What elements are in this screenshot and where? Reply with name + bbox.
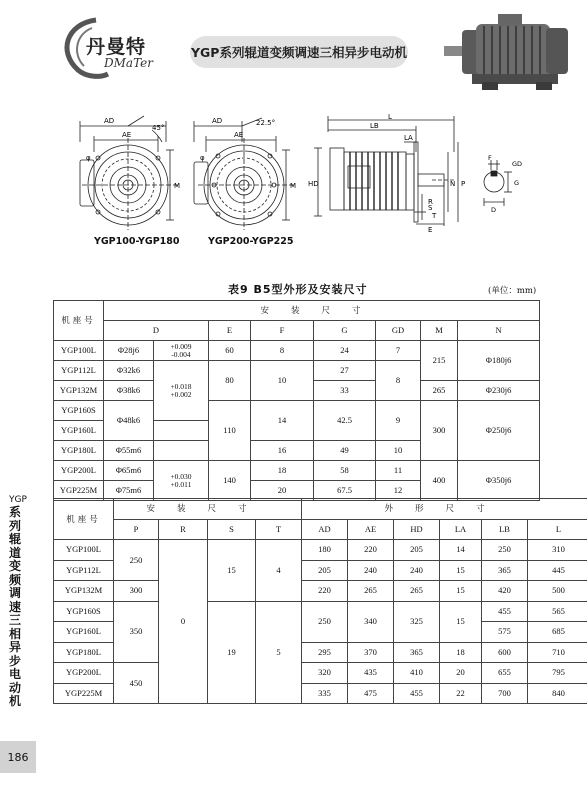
cell-l: 685: [528, 622, 587, 643]
cell-p: 450: [114, 663, 159, 704]
cell-l: 710: [528, 642, 587, 663]
cell-l: 565: [528, 601, 587, 622]
cell-la: 14: [440, 540, 482, 561]
cell-la: 22: [440, 683, 482, 704]
col-ad: AD: [302, 519, 348, 540]
cell-hd: 325: [394, 601, 440, 642]
table-title: 表9 B5型外形及安装尺寸: [228, 283, 368, 296]
cell-d-tol: +0.030 +0.011: [154, 461, 209, 501]
cell-s: 15: [208, 540, 256, 602]
cell-frame: YGP112L: [54, 361, 104, 381]
col-n: N: [458, 321, 540, 341]
cell-d: Φ38k6: [104, 381, 154, 401]
table-row: [54, 581, 587, 602]
cell-lb: 250: [482, 540, 528, 561]
cell-la: 15: [440, 560, 482, 581]
dim-ae: AE: [234, 131, 244, 139]
dim-r: R: [428, 198, 433, 206]
cell-f: 10: [251, 361, 314, 401]
dim-phi: φ: [86, 154, 91, 162]
cell-la: 18: [440, 642, 482, 663]
cell-p: 250: [114, 540, 159, 581]
cell-l: 500: [528, 581, 587, 602]
cell-la: 15: [440, 601, 482, 642]
dim-e: E: [428, 226, 433, 234]
dim-g: G: [514, 179, 520, 187]
caption-middle: YGP200-YGP225: [208, 236, 294, 247]
page-title: YGP系列辊道变频调速三相异步电动机: [190, 36, 408, 68]
table-row: [54, 601, 587, 622]
col-ae: AE: [348, 519, 394, 540]
install-dimensions-table: [53, 300, 540, 501]
cell-ad: 320: [302, 663, 348, 684]
table-row: [54, 401, 540, 421]
col-hd: HD: [394, 519, 440, 540]
cell-ad: 220: [302, 581, 348, 602]
cell-g: 42.5: [314, 401, 376, 441]
cell-m: 265: [421, 381, 458, 401]
header-install: 安装尺寸: [104, 301, 540, 321]
cell-f: 20: [251, 481, 314, 501]
cell-ae: 265: [348, 581, 394, 602]
cell-n: Φ180j6: [458, 341, 540, 381]
cell-e: 60: [209, 341, 251, 361]
dim-phi: φ: [200, 154, 205, 162]
dim-angle: 45°: [152, 124, 165, 132]
cell-frame: YGP100L: [54, 341, 104, 361]
cell-frame: YGP200L: [54, 461, 104, 481]
cell-frame: YGP132M: [54, 381, 104, 401]
cell-frame: YGP160S: [54, 601, 114, 622]
header-frame: 机座号: [54, 499, 114, 540]
cell-frame: YGP180L: [54, 642, 114, 663]
cell-lb: 365: [482, 560, 528, 581]
cell-l: 795: [528, 663, 587, 684]
table-row: [54, 663, 587, 684]
cell-e: 140: [209, 461, 251, 501]
dim-m: M: [174, 182, 181, 190]
cell-f: 18: [251, 461, 314, 481]
cell-frame: YGP112L: [54, 560, 114, 581]
cell-ae: 240: [348, 560, 394, 581]
cell-gd: 10: [376, 441, 421, 461]
dim-l: L: [388, 113, 392, 121]
col-la: LA: [440, 519, 482, 540]
col-lb: LB: [482, 519, 528, 540]
dim-m: M: [290, 182, 297, 190]
header-frame: 机座号: [54, 301, 104, 341]
col-t: T: [256, 519, 302, 540]
cell-frame: YGP160S: [54, 401, 104, 421]
side-vertical-title: 系列辊道变频调速三相异步电动机: [8, 505, 21, 708]
cell-d: Φ65m6: [104, 461, 154, 481]
cell-g: 24: [314, 341, 376, 361]
cell-d-tol: [154, 441, 209, 461]
side-series-label: YGP: [9, 495, 27, 505]
cell-ae: 220: [348, 540, 394, 561]
cell-lb: 700: [482, 683, 528, 704]
col-r: R: [159, 519, 208, 540]
cell-m: 300: [421, 401, 458, 461]
header-outline: 外形尺寸: [302, 499, 587, 520]
cell-t: 4: [256, 540, 302, 602]
cell-frame: YGP200L: [54, 663, 114, 684]
cell-ae: 340: [348, 601, 394, 642]
cell-gd: 12: [376, 481, 421, 501]
cell-ad: 180: [302, 540, 348, 561]
outline-dimensions-table: [53, 498, 587, 704]
caption-left: YGP100-YGP180: [94, 236, 180, 247]
cell-hd: 205: [394, 540, 440, 561]
cell-ad: 335: [302, 683, 348, 704]
cell-ad: 295: [302, 642, 348, 663]
cell-lb: 420: [482, 581, 528, 602]
side-view-drawing: [304, 112, 474, 240]
cell-lb: 655: [482, 663, 528, 684]
cell-hd: 265: [394, 581, 440, 602]
cell-gd: 7: [376, 341, 421, 361]
cell-lb: 455: [482, 601, 528, 622]
cell-gd: 8: [376, 361, 421, 401]
dim-s: S: [428, 204, 433, 212]
cell-la: 20: [440, 663, 482, 684]
cell-m: 400: [421, 461, 458, 501]
cell-m: 215: [421, 341, 458, 381]
cell-d: Φ55m6: [104, 441, 154, 461]
cell-frame: YGP100L: [54, 540, 114, 561]
dim-ad: AD: [212, 117, 223, 125]
cell-hd: 240: [394, 560, 440, 581]
cell-g: 33: [314, 381, 376, 401]
cell-n: Φ230j6: [458, 381, 540, 401]
table-row: [54, 461, 540, 481]
cell-f: 14: [251, 401, 314, 441]
cell-p: 300: [114, 581, 159, 602]
cell-frame: YGP160L: [54, 421, 104, 441]
dim-la: LA: [404, 134, 413, 142]
cell-f: 16: [251, 441, 314, 461]
dim-ad: AD: [104, 117, 115, 125]
brand-logo: [56, 14, 176, 82]
shaft-key-drawing: [476, 154, 524, 214]
cell-d-tol: +0.018 +0.002: [154, 361, 209, 421]
dim-ae: AE: [122, 131, 132, 139]
col-s: S: [208, 519, 256, 540]
dim-lb: LB: [370, 122, 379, 130]
table-row: [54, 540, 587, 561]
front-view-drawing-middle: [186, 112, 306, 230]
brand-name: 丹曼特: [86, 36, 147, 58]
cell-hd: 410: [394, 663, 440, 684]
cell-frame: YGP160L: [54, 622, 114, 643]
cell-l: 310: [528, 540, 587, 561]
col-f: F: [251, 321, 314, 341]
cell-frame: YGP225M: [54, 683, 114, 704]
cell-d: Φ75m6: [104, 481, 154, 501]
unit-label: (单位：mm): [488, 286, 537, 296]
cell-l: 840: [528, 683, 587, 704]
front-view-drawing-left: [70, 112, 192, 230]
cell-p: 350: [114, 601, 159, 663]
col-m: M: [421, 321, 458, 341]
cell-g: 58: [314, 461, 376, 481]
cell-d: Φ32k6: [104, 361, 154, 381]
page-number: 186: [0, 741, 36, 773]
cell-ad: 250: [302, 601, 348, 642]
cell-lb: 575: [482, 622, 528, 643]
dim-d: D: [491, 206, 497, 214]
cell-d: Φ48k6: [104, 401, 154, 441]
dim-f: F: [488, 154, 492, 162]
cell-r: 0: [159, 540, 208, 704]
header-install: 安装尺寸: [114, 499, 302, 520]
cell-ad: 205: [302, 560, 348, 581]
cell-e: 110: [209, 401, 251, 461]
cell-g: 49: [314, 441, 376, 461]
dim-n: N: [450, 180, 456, 188]
cell-t: 5: [256, 601, 302, 704]
cell-frame: YGP225M: [54, 481, 104, 501]
cell-g: 67.5: [314, 481, 376, 501]
cell-e: 80: [209, 361, 251, 401]
motor-photo: [442, 10, 572, 92]
cell-ae: 435: [348, 663, 394, 684]
dim-t: T: [432, 212, 437, 220]
dim-angle: 22.5°: [256, 119, 276, 127]
cell-f: 8: [251, 341, 314, 361]
cell-hd: 365: [394, 642, 440, 663]
cell-d: Φ28j6: [104, 341, 154, 361]
cell-gd: 11: [376, 461, 421, 481]
col-p: P: [114, 519, 159, 540]
col-l: L: [528, 519, 587, 540]
col-g: G: [314, 321, 376, 341]
table-row: [54, 341, 540, 361]
cell-ae: 475: [348, 683, 394, 704]
col-e: E: [209, 321, 251, 341]
cell-frame: YGP132M: [54, 581, 114, 602]
cell-ae: 370: [348, 642, 394, 663]
cell-la: 15: [440, 581, 482, 602]
col-d: D: [104, 321, 209, 341]
cell-n: Φ350j6: [458, 461, 540, 501]
cell-gd: 9: [376, 401, 421, 441]
cell-l: 445: [528, 560, 587, 581]
dim-hd: HD: [308, 180, 319, 188]
cell-s: 19: [208, 601, 256, 704]
cell-hd: 455: [394, 683, 440, 704]
cell-g: 27: [314, 361, 376, 381]
cell-d-tol: +0.009 -0.004: [154, 341, 209, 361]
cell-lb: 600: [482, 642, 528, 663]
cell-n: Φ250j6: [458, 401, 540, 461]
dim-p: P: [461, 180, 466, 188]
col-gd: GD: [376, 321, 421, 341]
brand-english: DMaTer: [104, 56, 153, 70]
cell-frame: YGP180L: [54, 441, 104, 461]
dim-gd: GD: [512, 160, 523, 168]
